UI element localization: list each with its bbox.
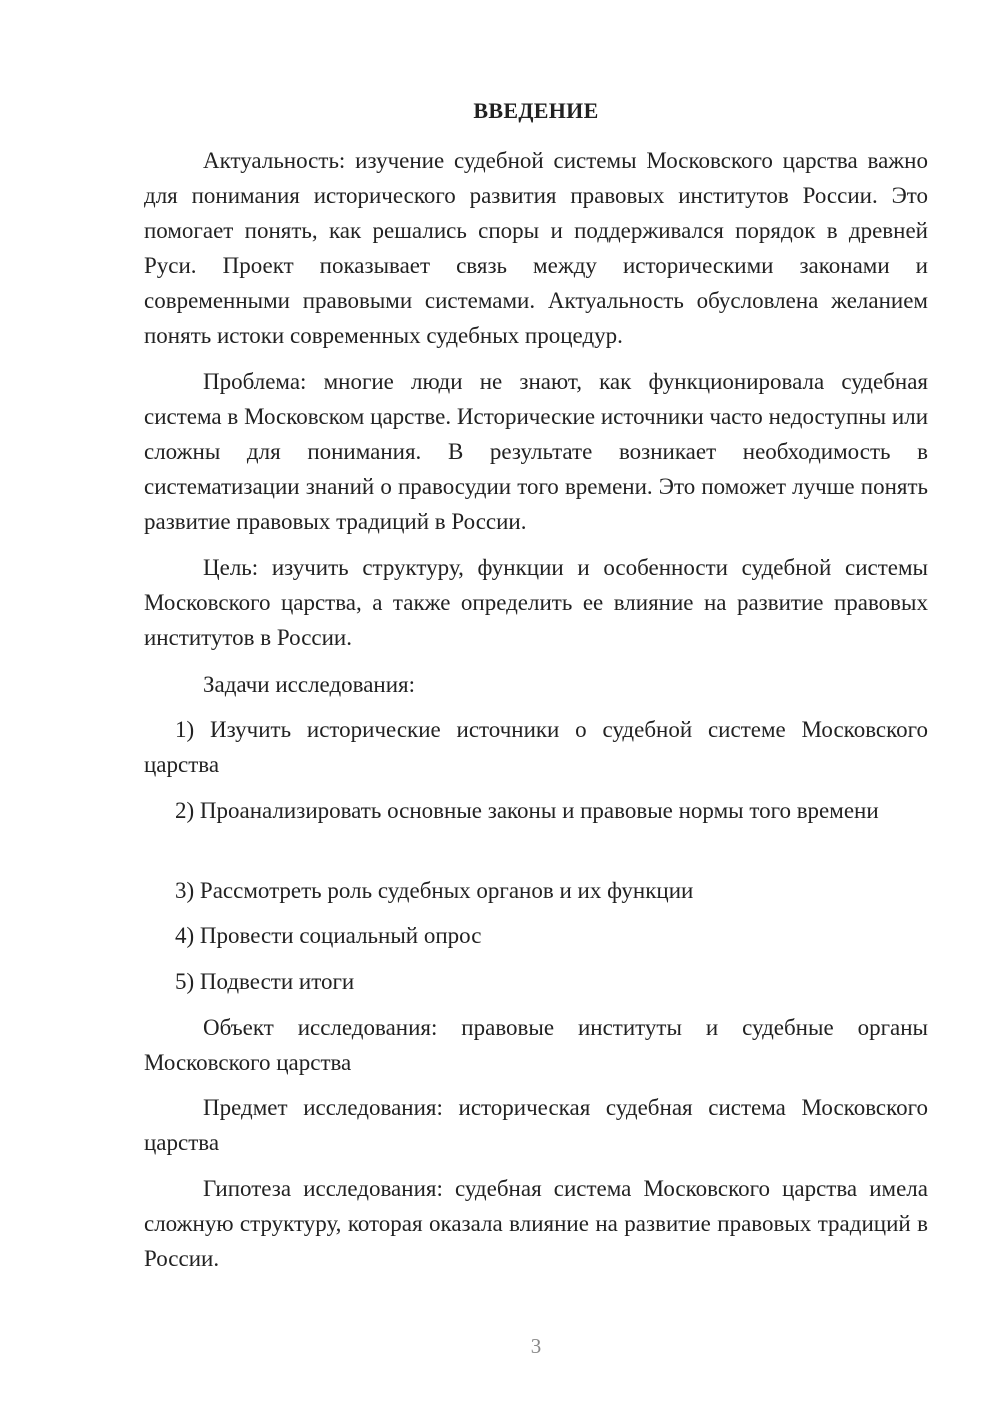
- task-item-4: 4) Провести социальный опрос: [175, 923, 482, 948]
- page-number: 3: [530, 1334, 542, 1358]
- paragraph-subject: Предмет исследования: историческая судебная система Московского царства: [144, 1095, 928, 1155]
- paragraph-problem: Проблема: многие люди не знают, как функционировала судебная система в Московском царстве. Исторические источники часто недоступны или сложны для понимания. В результате возникает необходимость в систематизации знаний о правосудии того времени. Это поможет лучше понять развитие правовых традиций в России.: [144, 369, 928, 534]
- paragraph-hypothesis: Гипотеза исследования: судебная система Московского царства имела сложную структуру, которая оказала влияние на развитие правовых традиций в России.: [144, 1176, 928, 1271]
- document-page: [144, 0, 928, 1414]
- task-item-5: 5) Подвести итоги: [175, 969, 355, 994]
- paragraph-object: Объект исследования: правовые институты и судебные органы Московского царства: [144, 1015, 928, 1075]
- paragraph-relevance: Актуальность: изучение судебной системы Московского царства важно для понимания исторического развития правовых институтов России. Это помогает понять, как решались споры и поддерживался порядок в древней Руси. Проект показывает связь между историческими законами и современными правовыми системами. Актуальность обусловлена желанием понять истоки современных судебных процедур.: [144, 148, 928, 348]
- paragraph-goal: Цель: изучить структуру, функции и особенности судебной системы Московского царства, а также определить ее влияние на развитие правовых институтов в России.: [144, 555, 928, 650]
- tasks-heading: Задачи исследования:: [203, 672, 416, 697]
- task-item-1: 1) Изучить исторические источники о судебной системе Московского царства: [144, 717, 928, 777]
- task-item-2: 2) Проанализировать основные законы и правовые нормы того времени: [175, 798, 879, 823]
- page-title: ВВЕДЕНИЕ: [473, 98, 599, 123]
- task-item-3: 3) Рассмотреть роль судебных органов и их функции: [175, 878, 694, 903]
